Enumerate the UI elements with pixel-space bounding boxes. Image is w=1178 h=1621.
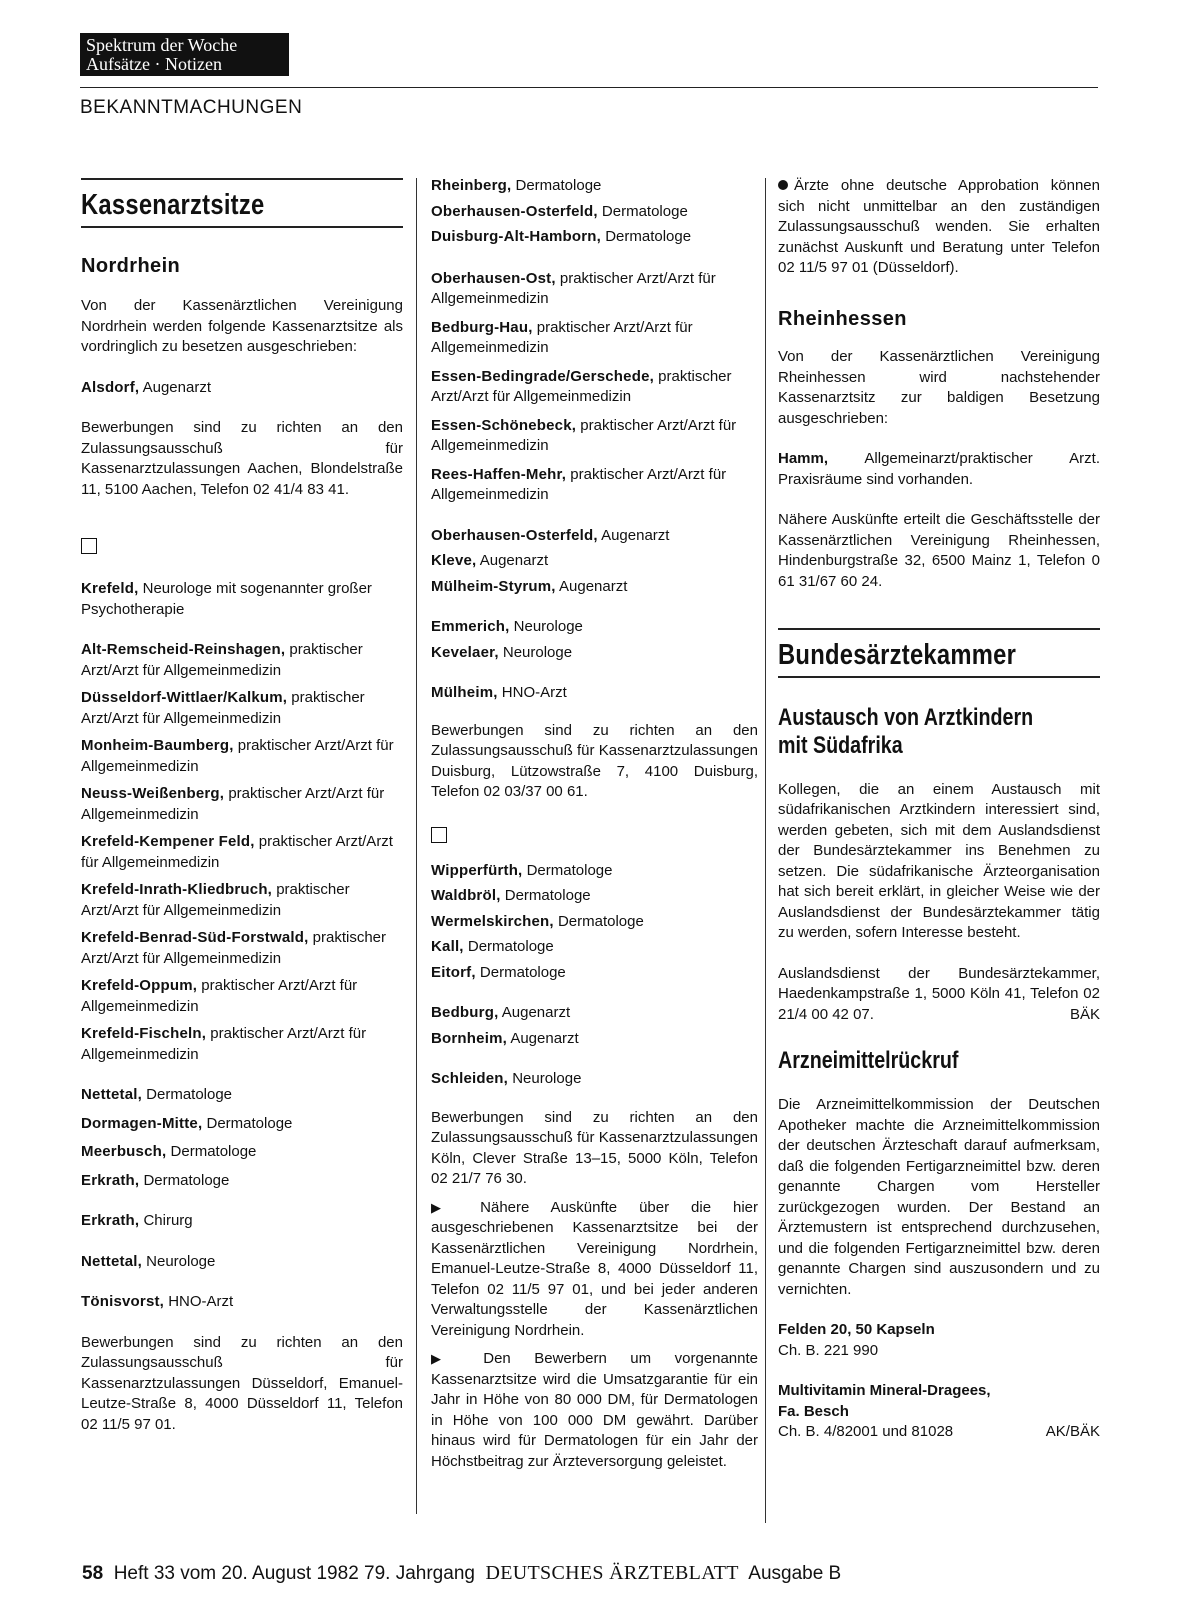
rheinhessen-contact: Nähere Auskünfte erteilt die Geschäftsstelle der Kassenärztlichen Vereinigung Rheinhessen, Hindenburgstraße 32, 6500 Mainz 1, Telefon 0 61 31/67 60 24. xyxy=(778,511,1100,590)
listing-place: Wermelskirchen, xyxy=(431,912,554,930)
edition: Ausgabe B xyxy=(748,1563,842,1584)
title-rule-top xyxy=(81,178,403,180)
listing xyxy=(431,963,758,984)
listing-place: Alt-Remscheid-Reinshagen, xyxy=(81,641,286,658)
listing xyxy=(431,1069,758,1090)
exchange-heading-line-2: mit Südafrika xyxy=(778,731,903,759)
recall-text: Die Arzneimittelkommission der Deutschen Apotheker machte die Arzneimittelkommission der deutschen Ärzteschaft darauf aufmerksam, daß die folgenden Fertigarzneimittel bzw. deren genannte Chargen vom Hersteller zurückgezogen wurden. Der Bestand an Ärztemustern ist entsprechend durchzusehen, und die folgenden Fertigarzneimittel bzw. deren genannte Chargen sind auszusondern und zu vernichten. xyxy=(778,1096,1100,1298)
listing-specialty: praktischer Arzt/Arzt für Allgemeinmedizin xyxy=(431,465,727,503)
listing xyxy=(431,617,758,638)
listing xyxy=(81,1024,403,1065)
listing-specialty: praktischer Arzt/Arzt für Allgemeinmedizin xyxy=(81,1025,367,1063)
issue-info: Heft 33 vom 20. August 1982 79. Jahrgang xyxy=(113,1563,475,1584)
listing-specialty: HNO-Arzt xyxy=(164,1293,234,1310)
listing-specialty: Dermatologe xyxy=(202,1114,293,1132)
listing-place: Bornheim, xyxy=(431,1029,507,1047)
listing xyxy=(431,683,758,704)
application-duisburg: Bewerbungen sind zu richten an den Zulassungsausschuß für Kassenarztzulassungen Duisburg, Lützowstraße 7, 4100 Duisburg, Telefon 02 03/37 00 61. xyxy=(431,721,758,800)
listing-specialty: Dermatologe xyxy=(511,177,602,194)
listing xyxy=(81,832,403,873)
listing xyxy=(431,937,758,958)
listing-place: Monheim-Baumberg, xyxy=(81,737,234,754)
listing xyxy=(431,886,758,907)
note-text: Ärzte ohne deutsche Approbation können sich nicht unmittelbar an den zuständigen Zulassungsausschuß wenden. Sie erhalten zunächst Auskunft und Beratung unter Telefon 02 11/5 97 01 (Düsseldorf). xyxy=(778,177,1100,276)
intro-paragraph: Von der Kassenärztlichen Vereinigung Nordrhein werden folgende Kassenarztsitze als vordringlich zu besetzen ausgeschrieben: xyxy=(81,297,403,355)
exchange-heading xyxy=(778,704,1042,760)
listing-place: Essen-Bedingrade/Gerschede, xyxy=(431,367,654,385)
listing-specialty: Neurologe mit sogenannter großer Psychotherapie xyxy=(81,580,372,618)
listing-place: Hamm, xyxy=(778,450,829,467)
listing xyxy=(81,1252,403,1273)
listing-place: Krefeld, xyxy=(81,580,139,597)
listing-place: Erkrath, xyxy=(81,1212,140,1229)
listing-place: Krefeld-Inrath-Kliedbruch, xyxy=(81,881,273,898)
listing xyxy=(431,1029,758,1050)
listing xyxy=(431,202,758,223)
listing-place: Krefeld-Fischeln, xyxy=(81,1025,207,1042)
column-divider-2 xyxy=(765,178,766,1523)
listing xyxy=(431,1003,758,1024)
drug-2-name-line-1: Multivitamin Mineral-Dragees, xyxy=(778,1382,991,1399)
listing-specialty: praktischer Arzt/Arzt für Allgemeinmedizin xyxy=(81,833,393,871)
listing-group-nordrhein xyxy=(81,579,403,1313)
listing xyxy=(431,416,758,457)
listing-specialty: praktischer Arzt/Arzt für Allgemeinmedizin xyxy=(81,929,387,967)
column-2 xyxy=(431,178,758,1472)
listing-specialty: Chirurg xyxy=(139,1212,193,1229)
listing xyxy=(81,1142,403,1163)
bullet-dot-icon xyxy=(778,180,788,190)
listing-specialty: Dermatologe xyxy=(601,228,692,245)
listing xyxy=(81,880,403,921)
listing-specialty: Dermatologe xyxy=(597,202,688,220)
listing-place: Erkrath, xyxy=(81,1171,140,1189)
bak-rule-bottom xyxy=(778,676,1100,678)
page-footer xyxy=(82,1562,841,1585)
bak-heading: Bundesärztekammer xyxy=(778,639,1017,671)
header-line-2: Aufsätze · Notizen xyxy=(86,54,222,74)
listing-place: Waldbröl, xyxy=(431,887,501,904)
listing-place: Krefeld-Benrad-Süd-Forstwald, xyxy=(81,929,309,946)
info-text-2: Den Bewerbern um vorgenannte Kassenarztsitze wird die Umsatzgarantie für ein Jahr in Höhe von 80 000 DM, für Dermatologen in Höhe von 100 000 DM gewährt. Darüber hinaus wird für Dermatologen für ein Jahr der Höchstbeitrag zur Ärzteversorgung geleistet. xyxy=(431,1350,759,1470)
listing-specialty: praktischer Arzt/Arzt für Allgemeinmedizin xyxy=(81,977,358,1015)
region-heading: Nordrhein xyxy=(81,254,181,277)
drug-1-batch: Ch. B. 221 990 xyxy=(778,1341,879,1359)
listing xyxy=(81,579,403,620)
listing xyxy=(431,912,758,933)
listing-specialty: Augenarzt xyxy=(476,552,549,569)
article-title: Kassenarztsitze xyxy=(81,189,265,221)
listing-specialty: praktischer Arzt/Arzt für Allgemeinmedizin xyxy=(81,689,365,727)
listing xyxy=(431,861,758,882)
section-label: BEKANNTMACHUNGEN xyxy=(80,97,303,118)
listing-specialty: praktischer Arzt/Arzt für Allgemeinmedizin xyxy=(431,367,732,405)
listing-place: Eitorf, xyxy=(431,963,476,981)
separator-box xyxy=(431,827,447,843)
listing-specialty: Dermatologe xyxy=(139,1171,230,1189)
exchange-contact xyxy=(778,964,1100,1026)
journal-name: DEUTSCHES ÄRZTEBLATT xyxy=(485,1562,739,1584)
listing xyxy=(81,1211,403,1232)
listing-place: Nettetal, xyxy=(81,1252,142,1270)
listing-place: Kleve, xyxy=(431,552,477,569)
listing-specialty: Augenarzt xyxy=(597,526,670,544)
application-aachen: Bewerbungen sind zu richten an den Zulassungsausschuß für Kassenarztzulassungen Aachen, Blondelstraße 11, 5100 Aachen, Telefon 02 41/4 83 41. xyxy=(81,419,403,498)
listing xyxy=(81,1292,403,1313)
listing-specialty: Dermatologe xyxy=(553,912,644,930)
separator-box xyxy=(81,538,97,554)
listing-place: Dormagen-Mitte, xyxy=(81,1114,203,1132)
listing-place: Oberhausen-Osterfeld, xyxy=(431,526,598,544)
listing xyxy=(81,1114,403,1135)
application-koeln: Bewerbungen sind zu richten an den Zulassungsausschuß für Kassenarztzulassungen Köln, Clever Straße 13–15, 5000 Köln, Telefon 02 21/7 76 30. xyxy=(431,1108,758,1187)
listing-specialty: Dermatologe xyxy=(522,861,613,879)
listing-specialty: Dermatologe xyxy=(500,887,591,904)
listing-specialty: praktischer Arzt/Arzt für Allgemeinmedizin xyxy=(81,881,350,919)
recall-signature: AK/BÄK xyxy=(1045,1423,1100,1440)
listing xyxy=(431,643,758,664)
exchange-signature: BÄK xyxy=(1069,1005,1100,1023)
listing-place: Bedburg, xyxy=(431,1004,499,1021)
listing-specialty: Augenarzt xyxy=(555,577,628,595)
listing-specialty: Dermatologe xyxy=(463,938,554,955)
drug-2-name-line-2: Fa. Besch xyxy=(778,1402,849,1420)
header-banner xyxy=(80,33,289,76)
listing xyxy=(81,736,403,777)
listing-place: Alsdorf, xyxy=(81,378,140,396)
listing-specialty: praktischer Arzt/Arzt für Allgemeinmedizin xyxy=(81,785,385,823)
listing xyxy=(81,784,403,825)
drug-1 xyxy=(778,1320,1100,1361)
listing-specialty: Augenarzt xyxy=(506,1029,579,1047)
listing xyxy=(431,526,758,547)
column-1 xyxy=(81,178,403,1435)
triangle-bullet-icon: ▶ xyxy=(431,1199,481,1215)
listing xyxy=(431,227,758,248)
listing-hamm xyxy=(778,449,1100,490)
listing-place: Düsseldorf-Wittlaer/Kalkum, xyxy=(81,689,288,706)
header-line-1: Spektrum der Woche xyxy=(86,35,238,55)
rheinhessen-heading: Rheinhessen xyxy=(778,307,907,330)
listing-specialty: Augenarzt xyxy=(498,1004,571,1021)
listing-specialty: Neurologe xyxy=(141,1252,216,1270)
bak-rule-top xyxy=(778,628,1100,630)
column-divider-1 xyxy=(416,178,417,1514)
listing-place: Emmerich, xyxy=(431,618,510,635)
application-duesseldorf: Bewerbungen sind zu richten an den Zulassungsausschuß für Kassenarztzulassungen Düsseldorf, Emanuel-Leutze-Straße 8, 4000 Düsseldorf 11, Telefon 02 11/5 97 01. xyxy=(81,1333,403,1433)
listing xyxy=(81,928,403,969)
listing-specialty: praktischer Arzt/Arzt für Allgemeinmedizin xyxy=(431,269,716,307)
listing-place: Mülheim, xyxy=(431,684,498,701)
exchange-text: Kollegen, die an einem Austausch mit südafrikanischen Arztkindern interessiert sind, werden gebeten, sich mit dem Auslandsdienst der Bundesärztekammer ins Benehmen zu setzen. Die südafrikanische Ärzteorganisation hat sich bereit erklärt, in gleicher Weise wie der Auslandsdienst der Bundesärztekammer tätig zu werden, sofern Interesse besteht. xyxy=(778,780,1100,941)
triangle-bullet-icon: ▶ xyxy=(431,1351,484,1366)
header-rule xyxy=(80,87,1098,88)
recall-heading: Arzneimittelrückruf xyxy=(778,1047,959,1074)
listing xyxy=(81,976,403,1017)
drug-1-name: Felden 20, 50 Kapseln xyxy=(778,1321,935,1338)
listing-specialty: praktischer Arzt/Arzt für Allgemeinmedizin xyxy=(431,416,737,454)
listing-specialty: Dermatologe xyxy=(475,963,566,981)
listing-place: Krefeld-Oppum, xyxy=(81,977,198,994)
listing-place: Nettetal, xyxy=(81,1086,142,1103)
listing-place: Schleiden, xyxy=(431,1070,509,1087)
listing-place: Tönisvorst, xyxy=(81,1293,165,1310)
listing-place: Oberhausen-Ost, xyxy=(431,269,556,287)
listing xyxy=(81,688,403,729)
listing xyxy=(431,269,758,310)
listing-place: Rees-Haffen-Mehr, xyxy=(431,465,567,483)
listing-specialty: Augenarzt xyxy=(139,378,211,396)
listing-place: Wipperfürth, xyxy=(431,861,523,879)
rheinhessen-intro: Von der Kassenärztlichen Vereinigung Rheinhessen wird nachstehender Kassenarztsitz zur baldigen Besetzung ausgeschrieben: xyxy=(778,348,1100,427)
listing-place: Rheinberg, xyxy=(431,177,512,194)
column-3 xyxy=(778,178,1100,1443)
listing-specialty: HNO-Arzt xyxy=(497,684,567,701)
listing xyxy=(431,318,758,359)
listing xyxy=(431,367,758,408)
listing-place: Kall, xyxy=(431,938,464,955)
listing xyxy=(81,1085,403,1106)
listing-specialty: Allgemeinarzt/praktischer Arzt. Praxisräume sind vorhanden. xyxy=(778,450,1100,488)
listing xyxy=(81,1171,403,1192)
listing-place: Mülheim-Styrum, xyxy=(431,577,556,595)
listing-place: Krefeld-Kempener Feld, xyxy=(81,833,255,850)
listing xyxy=(431,551,758,572)
listing-specialty: Dermatologe xyxy=(166,1143,257,1160)
listing-specialty: praktischer Arzt/Arzt für Allgemeinmedizin xyxy=(81,641,363,679)
drug-2 xyxy=(778,1381,1100,1443)
exchange-contact-text: Auslandsdienst der Bundesärztekammer, Haedenkampstraße 1, 5000 Köln 41, Telefon 02 21/4 00 42 07. xyxy=(778,964,1100,1023)
page-number: 58 xyxy=(82,1563,104,1584)
listing-place: Kevelaer, xyxy=(431,643,499,661)
listing-place: Oberhausen-Osterfeld, xyxy=(431,202,598,220)
info-text-1: Nähere Auskünfte über die hier ausgeschriebenen Kassenarztsitze bei der Kassenärztlichen Vereinigung Nordrhein, Emanuel-Leutze-Straße 8, 4000 Düsseldorf 11, Telefon 02 11/5 97 01, und bei jeder anderen Verwaltungsstelle der Kassenärztlichen Vereinigung Nordrhein. xyxy=(431,1198,758,1339)
drug-2-batch: Ch. B. 4/82001 und 81028 xyxy=(778,1423,954,1440)
info-paragraph-1 xyxy=(431,1198,758,1342)
drug-2-batch-row xyxy=(778,1422,1100,1443)
listing-place: Bedburg-Hau, xyxy=(431,318,533,336)
listing-specialty: Neurologe xyxy=(509,618,583,635)
listing-place: Duisburg-Alt-Hamborn, xyxy=(431,228,602,245)
title-rule-bottom xyxy=(81,226,403,228)
listing-specialty: praktischer Arzt/Arzt für Allgemeinmedizin xyxy=(431,318,693,356)
listing-alsdorf xyxy=(81,378,403,399)
listing-specialty: Neurologe xyxy=(498,643,573,661)
listing-specialty: Neurologe xyxy=(508,1070,582,1087)
listing-specialty: Dermatologe xyxy=(141,1086,233,1103)
listing-place: Essen-Schönebeck, xyxy=(431,416,577,434)
listing xyxy=(431,465,758,506)
listing-place: Neuss-Weißenberg, xyxy=(81,785,225,802)
listing xyxy=(81,640,403,681)
exchange-heading-line-1: Austausch von Arztkindern xyxy=(778,703,1034,731)
listing-specialty: praktischer Arzt/Arzt für Allgemeinmedizin xyxy=(81,737,394,775)
listing xyxy=(431,176,758,197)
info-paragraph-2 xyxy=(431,1349,758,1472)
listing xyxy=(431,577,758,598)
note-paragraph xyxy=(778,176,1100,279)
listing-place: Meerbusch, xyxy=(81,1143,167,1160)
